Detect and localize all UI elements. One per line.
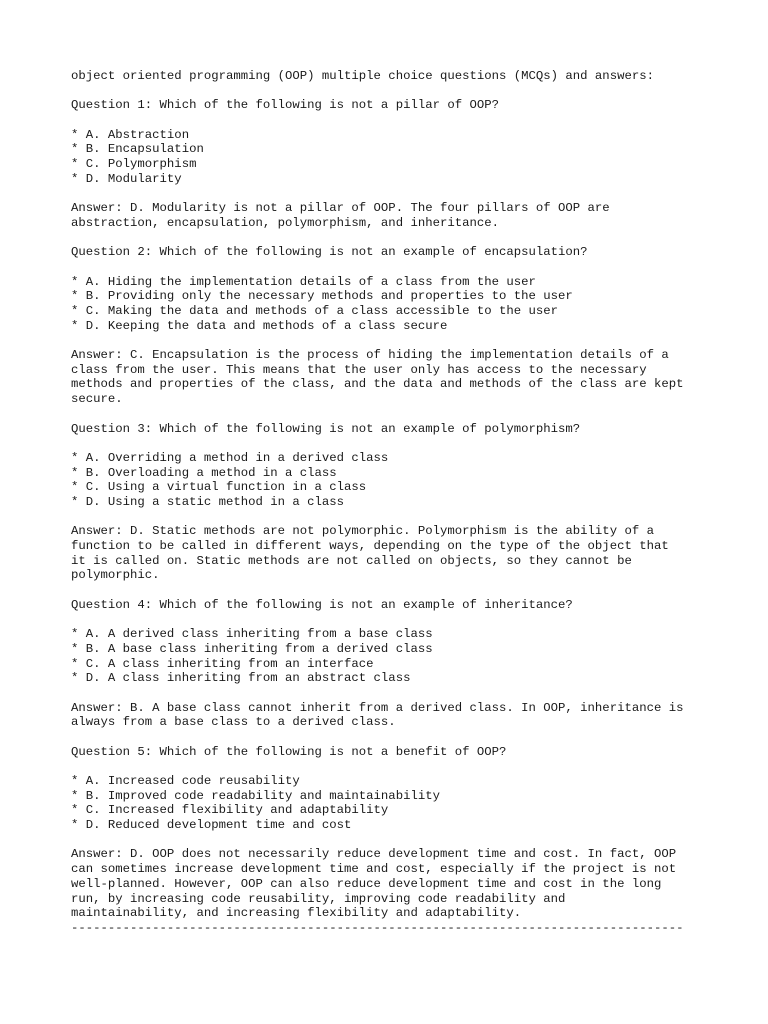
answer-line: methods and properties of the class, and the data and methods of the class are kept bbox=[71, 377, 684, 392]
question-block bbox=[71, 422, 731, 598]
spacer bbox=[71, 84, 731, 99]
document-intro: object oriented programming (OOP) multiple choice questions (MCQs) and answers: bbox=[71, 69, 654, 83]
question-block bbox=[71, 98, 731, 245]
spacer bbox=[71, 187, 731, 202]
question-text: Question 2: Which of the following is not an example of encapsulation? bbox=[71, 245, 588, 260]
option-item: * A. A derived class inheriting from a base class bbox=[71, 627, 433, 642]
separator-line: ----------------------------------------------------------------------------------- bbox=[71, 920, 684, 935]
answer-line: maintainability, and increasing flexibility and adaptability. bbox=[71, 906, 522, 921]
question-text: Question 3: Which of the following is not an example of polymorphism? bbox=[71, 421, 581, 436]
spacer bbox=[71, 612, 731, 627]
answer-line: run, by increasing code reusability, improving code readability and bbox=[71, 891, 566, 906]
spacer bbox=[71, 510, 731, 525]
spacer bbox=[71, 759, 731, 774]
spacer bbox=[71, 333, 731, 348]
spacer bbox=[71, 231, 731, 246]
spacer bbox=[71, 686, 731, 701]
answer-line: Answer: D. Modularity is not a pillar of OOP. The four pillars of OOP are bbox=[71, 201, 610, 216]
answer-line: it is called on. Static methods are not called on objects, so they cannot be bbox=[71, 553, 632, 568]
spacer bbox=[71, 730, 731, 745]
option-item: * D. A class inheriting from an abstract class bbox=[71, 671, 411, 686]
answer-line: can sometimes increase development time and cost, especially if the project is not bbox=[71, 862, 677, 877]
option-item: * D. Keeping the data and methods of a class secure bbox=[71, 318, 448, 333]
spacer bbox=[71, 833, 731, 848]
option-item: * C. A class inheriting from an interface bbox=[71, 656, 374, 671]
question-text: Question 4: Which of the following is not an example of inheritance? bbox=[71, 597, 573, 612]
option-item: * C. Using a virtual function in a class bbox=[71, 480, 367, 495]
option-item: * A. Overriding a method in a derived class bbox=[71, 450, 389, 465]
answer-line: Answer: D. OOP does not necessarily reduce development time and cost. In fact, OOP bbox=[71, 847, 677, 862]
answer-line: well-planned. However, OOP can also reduce development time and cost in the long bbox=[71, 876, 662, 891]
option-item: * D. Using a static method in a class bbox=[71, 494, 345, 509]
answer-line: function to be called in different ways, depending on the type of the object that bbox=[71, 539, 669, 553]
option-item: * B. Providing only the necessary methods and properties to the user bbox=[71, 289, 573, 304]
option-item: * B. Encapsulation bbox=[71, 142, 204, 157]
option-item: * B. Overloading a method in a class bbox=[71, 465, 337, 480]
document-page bbox=[71, 69, 731, 936]
option-item: * C. Making the data and methods of a class accessible to the user bbox=[71, 304, 559, 318]
spacer bbox=[71, 583, 731, 598]
option-item: * C. Polymorphism bbox=[71, 157, 197, 172]
answer-line: polymorphic. bbox=[71, 568, 160, 583]
option-item: * D. Modularity bbox=[71, 171, 182, 186]
answer-line: Answer: C. Encapsulation is the process of hiding the implementation details of a bbox=[71, 348, 669, 363]
option-item: * D. Reduced development time and cost bbox=[71, 818, 352, 833]
answer-line: abstraction, encapsulation, polymorphism, and inheritance. bbox=[71, 215, 500, 230]
answer-line: always from a base class to a derived class. bbox=[71, 715, 396, 730]
question-block bbox=[71, 745, 731, 921]
option-item: * A. Hiding the implementation details of a class from the user bbox=[71, 274, 536, 289]
question-block bbox=[71, 245, 731, 421]
question-block bbox=[71, 598, 731, 745]
option-item: * A. Abstraction bbox=[71, 127, 190, 142]
question-text: Question 1: Which of the following is not a pillar of OOP? bbox=[71, 98, 500, 113]
answer-line: Answer: D. Static methods are not polymorphic. Polymorphism is the ability of a bbox=[71, 524, 654, 539]
answer-line: class from the user. This means that the user only has access to the necessary bbox=[71, 362, 647, 377]
spacer bbox=[71, 407, 731, 422]
option-item: * B. Improved code readability and maintainability bbox=[71, 788, 440, 803]
question-text: Question 5: Which of the following is not a benefit of OOP? bbox=[71, 744, 507, 759]
option-item: * B. A base class inheriting from a derived class bbox=[71, 641, 433, 656]
spacer bbox=[71, 260, 731, 275]
answer-line: Answer: B. A base class cannot inherit from a derived class. In OOP, inheritance is bbox=[71, 700, 684, 715]
option-item: * C. Increased flexibility and adaptability bbox=[71, 803, 389, 818]
option-item: * A. Increased code reusability bbox=[71, 774, 300, 788]
answer-line: secure. bbox=[71, 392, 123, 407]
spacer bbox=[71, 113, 731, 128]
spacer bbox=[71, 436, 731, 451]
